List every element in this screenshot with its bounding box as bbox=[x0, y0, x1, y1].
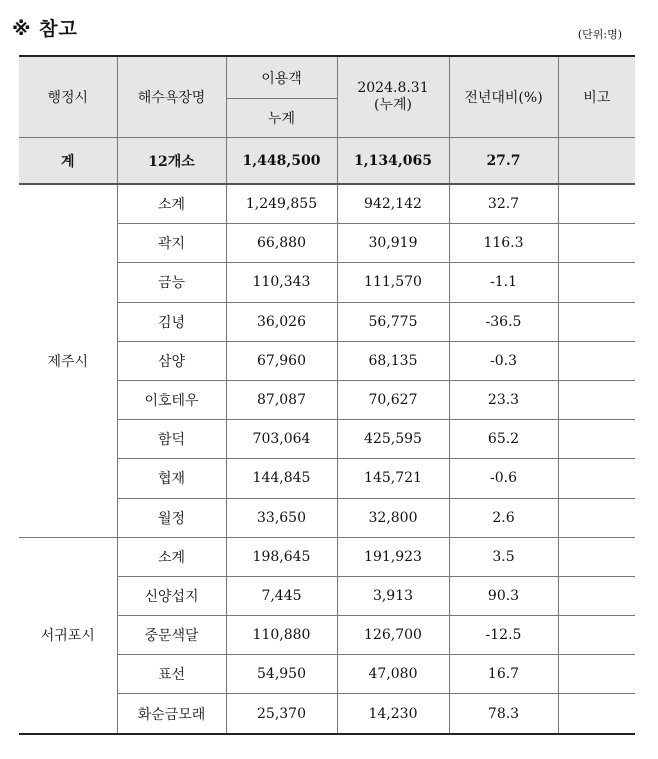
total-yoy: 27.7 bbox=[449, 138, 558, 185]
previous-value: 68,135 bbox=[337, 341, 449, 380]
beach-name: 신양섭지 bbox=[117, 576, 226, 615]
beach-name: 이호테우 bbox=[117, 380, 226, 419]
total-label: 계 bbox=[19, 138, 117, 185]
previous-value: 30,919 bbox=[337, 224, 449, 263]
note-cell bbox=[558, 655, 635, 694]
header-note: 비고 bbox=[558, 56, 635, 138]
current-value: 54,950 bbox=[226, 655, 337, 694]
header-prev-cumulative bbox=[337, 56, 449, 138]
yoy-value: -0.6 bbox=[449, 459, 558, 498]
beach-name: 소계 bbox=[117, 184, 226, 224]
total-current: 1,448,500 bbox=[226, 138, 337, 185]
previous-value: 145,721 bbox=[337, 459, 449, 498]
table-row bbox=[19, 184, 635, 224]
note-cell bbox=[558, 694, 635, 734]
yoy-value: 3.5 bbox=[449, 537, 558, 576]
beach-name: 표선 bbox=[117, 655, 226, 694]
current-value: 87,087 bbox=[226, 380, 337, 419]
beach-visitor-table bbox=[19, 55, 635, 735]
note-cell bbox=[558, 498, 635, 537]
beach-name: 월정 bbox=[117, 498, 226, 537]
yoy-value: 23.3 bbox=[449, 380, 558, 419]
yoy-value: 16.7 bbox=[449, 655, 558, 694]
current-value: 144,845 bbox=[226, 459, 337, 498]
note-cell bbox=[558, 459, 635, 498]
current-value: 1,249,855 bbox=[226, 184, 337, 224]
table-row bbox=[19, 537, 635, 576]
previous-value: 425,595 bbox=[337, 420, 449, 459]
previous-value: 32,800 bbox=[337, 498, 449, 537]
yoy-value: 78.3 bbox=[449, 694, 558, 734]
region-name: 제주시 bbox=[19, 184, 117, 537]
unit-label: (단위:명) bbox=[577, 28, 622, 41]
current-value: 7,445 bbox=[226, 576, 337, 615]
note-cell bbox=[558, 341, 635, 380]
yoy-value: 65.2 bbox=[449, 420, 558, 459]
note-cell bbox=[558, 224, 635, 263]
beach-name: 김녕 bbox=[117, 302, 226, 341]
header-cumulative: 누계 bbox=[226, 99, 337, 138]
yoy-value: -0.3 bbox=[449, 341, 558, 380]
note-cell bbox=[558, 537, 635, 576]
beach-name: 함덕 bbox=[117, 420, 226, 459]
previous-value: 3,913 bbox=[337, 576, 449, 615]
total-previous: 1,134,065 bbox=[337, 138, 449, 185]
previous-value: 56,775 bbox=[337, 302, 449, 341]
note-cell bbox=[558, 302, 635, 341]
beach-name: 협재 bbox=[117, 459, 226, 498]
yoy-value: -1.1 bbox=[449, 263, 558, 302]
previous-value: 126,700 bbox=[337, 616, 449, 655]
current-value: 36,026 bbox=[226, 302, 337, 341]
current-value: 25,370 bbox=[226, 694, 337, 734]
beach-name: 금능 bbox=[117, 263, 226, 302]
beach-name: 소계 bbox=[117, 537, 226, 576]
beach-name: 곽지 bbox=[117, 224, 226, 263]
yoy-value: 32.7 bbox=[449, 184, 558, 224]
header-beach: 해수욕장명 bbox=[117, 56, 226, 138]
current-value: 198,645 bbox=[226, 537, 337, 576]
yoy-value: 116.3 bbox=[449, 224, 558, 263]
note-cell bbox=[558, 263, 635, 302]
yoy-value: 90.3 bbox=[449, 576, 558, 615]
section-title: ※ 참고 bbox=[12, 18, 78, 40]
current-value: 703,064 bbox=[226, 420, 337, 459]
current-value: 67,960 bbox=[226, 341, 337, 380]
yoy-value: -12.5 bbox=[449, 616, 558, 655]
previous-value: 942,142 bbox=[337, 184, 449, 224]
note-cell bbox=[558, 380, 635, 419]
current-value: 66,880 bbox=[226, 224, 337, 263]
total-note bbox=[558, 138, 635, 185]
note-cell bbox=[558, 184, 635, 224]
current-value: 33,650 bbox=[226, 498, 337, 537]
note-cell bbox=[558, 576, 635, 615]
total-name: 12개소 bbox=[117, 138, 226, 185]
previous-value: 70,627 bbox=[337, 380, 449, 419]
header-prev-date: 2024.8.31 bbox=[357, 80, 429, 96]
region-name: 서귀포시 bbox=[19, 537, 117, 733]
beach-name: 중문색달 bbox=[117, 616, 226, 655]
beach-name: 삼양 bbox=[117, 341, 226, 380]
yoy-value: 2.6 bbox=[449, 498, 558, 537]
header-visitors: 이용객 bbox=[226, 56, 337, 99]
header-admin: 행정시 bbox=[19, 56, 117, 138]
total-row bbox=[19, 138, 635, 185]
header-prev-cum: (누계) bbox=[374, 97, 412, 113]
header-yoy: 전년대비(%) bbox=[449, 56, 558, 138]
note-cell bbox=[558, 616, 635, 655]
beach-name: 화순금모래 bbox=[117, 694, 226, 734]
previous-value: 47,080 bbox=[337, 655, 449, 694]
note-cell bbox=[558, 420, 635, 459]
current-value: 110,880 bbox=[226, 616, 337, 655]
previous-value: 14,230 bbox=[337, 694, 449, 734]
previous-value: 191,923 bbox=[337, 537, 449, 576]
previous-value: 111,570 bbox=[337, 263, 449, 302]
current-value: 110,343 bbox=[226, 263, 337, 302]
yoy-value: -36.5 bbox=[449, 302, 558, 341]
